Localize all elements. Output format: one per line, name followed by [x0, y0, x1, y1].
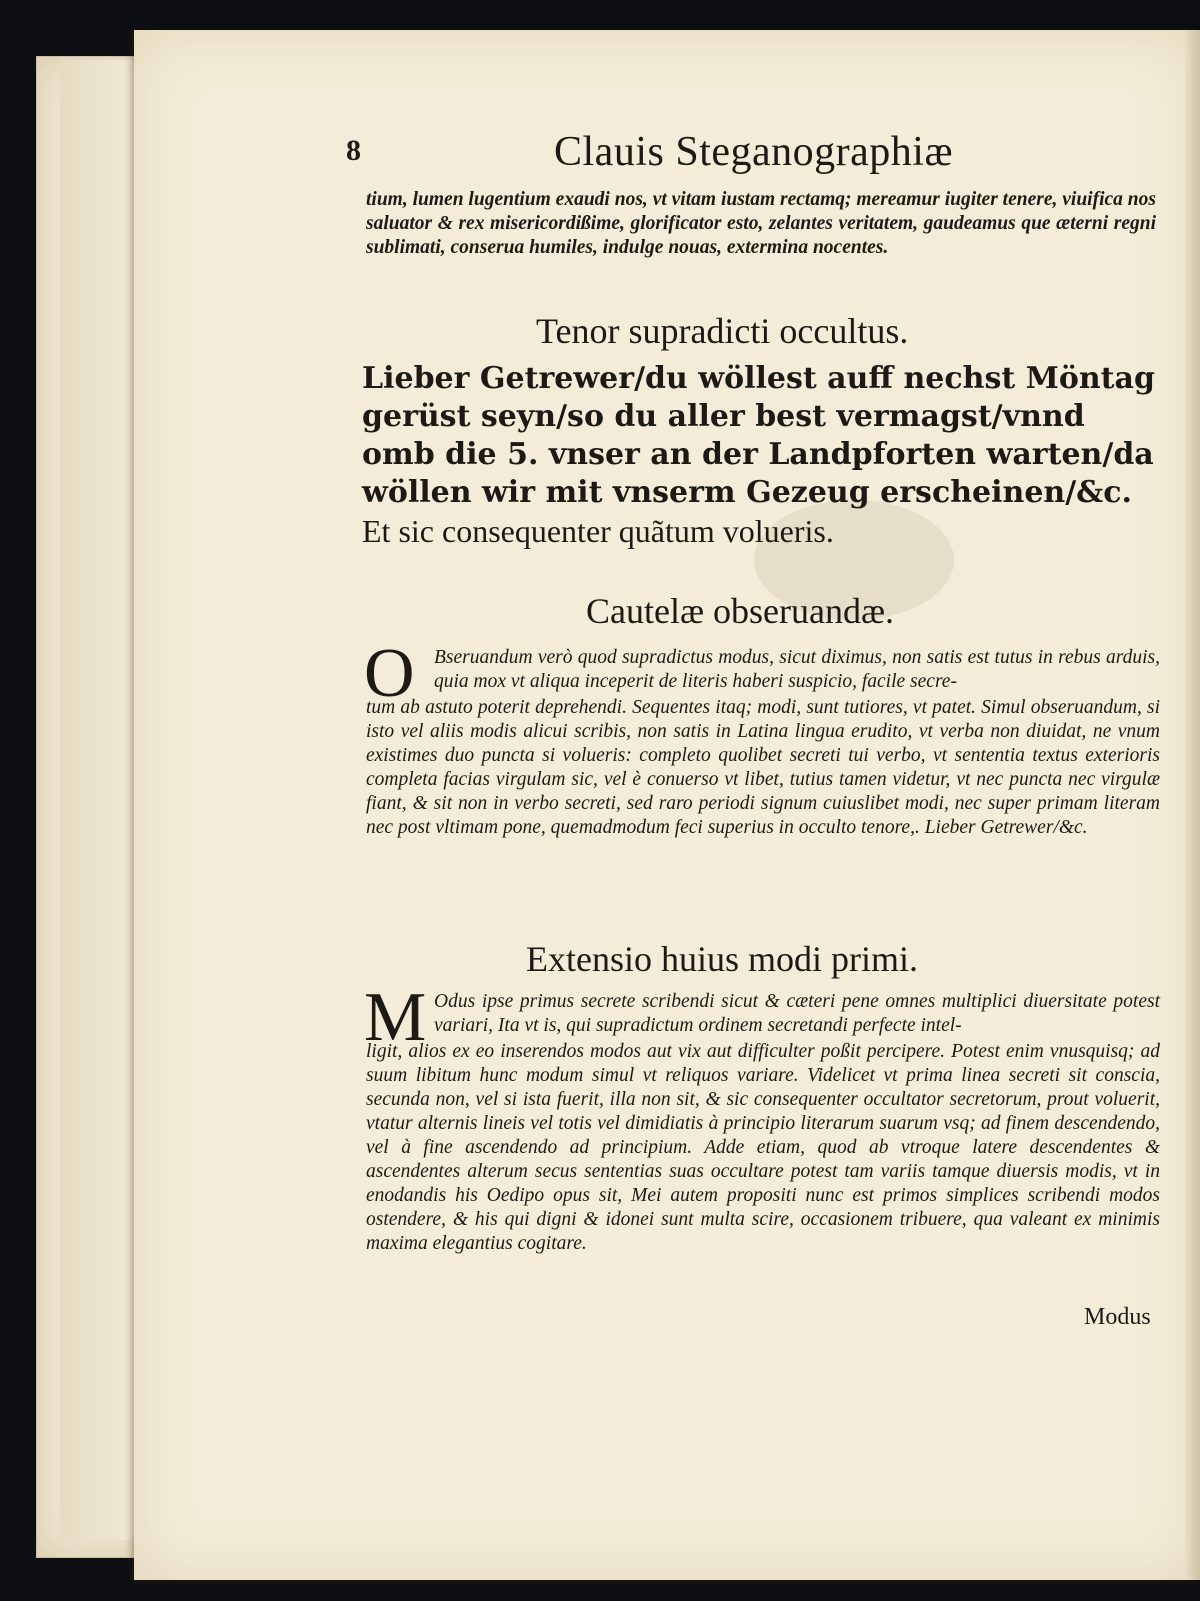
- tenor-heading: Tenor supradicti occultus.: [536, 311, 909, 351]
- running-title: Clauis Steganographiæ: [554, 129, 953, 175]
- drop-cap-o: O: [364, 635, 415, 712]
- page-fold-edge: [1185, 30, 1200, 1580]
- prayer-paragraph: tium, lumen lugentium exaudi nos, vt vitam iustam rectamq; mereamur iugiter tenere, viuifica nos saluator & rex misericordißime, glorificator esto, zelantes veritatem, gaudeamus que æterni regni sublimati, conserua humiles, indulge nouas, extermina nocentes.: [366, 189, 1156, 258]
- cautelae-body: tum ab astuto poterit deprehendi. Sequentes itaq; modi, sunt tutiores, vt patet. Simul obseruandum, si isto vel aliis modis alicui scribis, non satis in Latina lingua erudito, vt verba non diuidat, ne vnum existimes duo puncta si volueris: completo quolibet secreti tui verbo, vt sententia textus exterioris completa facias virgulam sic, vel è conuerso vt libet, tutius tamen videtur, vt nec puncta nec virgulæ fiant, & sit non in verbo secreti, sed raro periodi signum cuiuslibet modi, nec super primam literam nec post vltimam pone, quemadmodum feci superius in occulto tenore,. Lieber Getrewer/&c.: [366, 697, 1160, 838]
- latin-continuation: Et sic consequenter quãtum volueris.: [362, 513, 834, 549]
- cautelae-opening: Bseruandum verò quod supradictus modus, sicut diximus, non satis est tutus in rebus arduis, quia mox vt aliqua inceperit de literis haberi suspicio, facile secre-: [434, 647, 1160, 692]
- german-example: Lieber Getrewer/du wöllest auff nechst Möntag gerüst seyn/so du aller best vermagst/vnnd omb die 5. vnser an der Landpforten warten/da wöllen wir mit vnserm Gezeug erscheinen/&c.: [362, 361, 1155, 510]
- german-blackletter-text: [362, 360, 1160, 552]
- catchword: Modus: [1084, 1304, 1151, 1330]
- extensio-heading: Extensio huius modi primi.: [526, 939, 918, 979]
- book-page: [134, 30, 1200, 1580]
- extensio-body: ligit, alios ex eo inserendos modos aut vix aut difficulter poßit percipere. Potest enim vnusquisq; ad suum libitum hunc modum simul vt reliquos variare. Videlicet vt prima linea secreti sit conscia, secunda non, vel si ista fuerit, illa non sit, & sic consequenter occultator secretorum, prout voluerit, vtatur alternis lineis vel totis vel dimidiatis à principio literarum suarum vsq; ad finem descendendo, vel à fine ascendendo ad principium. Adde etiam, quod ab vtroque latere descendentes & ascendentes alterum secus sententias suas occultare potest tam variis tamque diuersis modis, vt in enodandis his Oedipo opus sit, Mei autem propositi nunc est primos simplices scribendi modos ostendere, & his qui digni & idonei sunt multa scire, occasionem tribuere, qua valeant ex minimis maxima elegantius cogitare.: [366, 1041, 1160, 1254]
- page-number: 8: [346, 134, 361, 167]
- page-stack-edge: [60, 60, 141, 1540]
- cautelae-heading: Cautelæ obseruandæ.: [586, 591, 894, 631]
- extensio-opening: Odus ipse primus secrete scribendi sicut & cæteri pene omnes multiplici diuersitate potest variari, Ita vt is, qui supradictum ordinem secretandi perfecte intel-: [434, 991, 1160, 1036]
- drop-cap-m: M: [364, 979, 427, 1056]
- page-text: [134, 30, 1200, 1580]
